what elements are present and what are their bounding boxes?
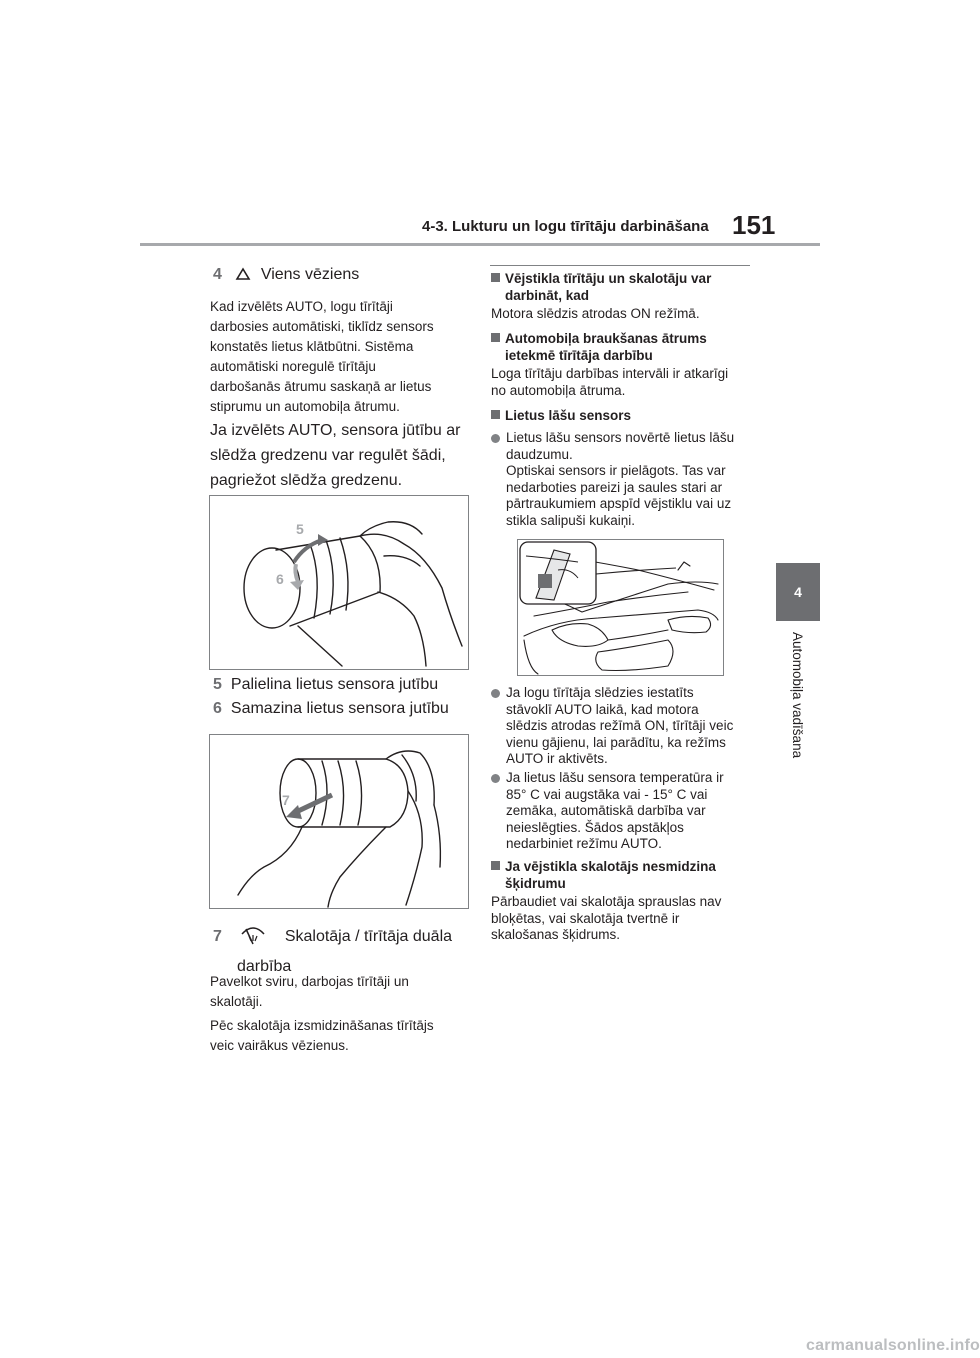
car-windshield-illustration <box>518 540 723 675</box>
square-bullet-icon <box>491 410 500 419</box>
callout-6: 6 <box>276 571 284 587</box>
paragraph-after-spray: Pēc skalotāja izsmidzināšanas tīrītājs veic vairākus vēzienus. <box>210 1018 434 1053</box>
round-bullet-icon <box>491 774 500 783</box>
column-rule <box>490 265 750 266</box>
heading-rain-sensor: Lietus lāšu sensors <box>491 407 631 424</box>
callout-7: 7 <box>282 792 290 808</box>
item-6: 6 Samazina lietus sensora jutību <box>213 700 449 717</box>
bullet-auto-activation: Ja logu tīrītāja slēdzies iestatīts stāvoklī AUTO laikā, kad motora slēdzis atrodas režīmā ON, tīrītāji veic vienu gājienu, lai parādītu, ka režīms AUTO ir aktivēts. <box>491 685 751 768</box>
stalk-pull-illustration <box>210 735 468 908</box>
text-engine-on: Motora slēdzis atrodas ON režīmā. <box>491 306 700 321</box>
paragraph-pull-lever: Pavelkot sviru, darbojas tīrītāji un skalotāji. <box>210 974 409 1009</box>
paragraph-auto-mode: Kad izvēlēts AUTO, logu tīrītāji darbosies automātiski, tiklīdz sensors konstatēs lietus klātbūtni. Sistēma automātiski noregulē tīrītāju darbošanās ātrumu saskaņā ar lietus stiprumu un automobiļa ātrumu. <box>210 299 434 414</box>
figure-sensor-location <box>517 539 724 676</box>
round-bullet-icon <box>491 434 500 443</box>
section-title: 4-3. Lukturu un logu tīrītāju darbināšana <box>422 218 709 235</box>
text-check-nozzles: Pārbaudiet vai skalotāja sprauslas nav bloķētas, vai skalotāja tvertnē ir skalošanas šķidrums. <box>491 894 722 942</box>
item-5: 5 Palielina lietus sensora jutību <box>213 676 439 693</box>
header-rule <box>140 243 820 246</box>
page-number: 151 <box>732 210 776 240</box>
bullet-temperature: Ja lietus lāšu sensora temperatūra ir 85° C vai augstāka vai - 15° C vai zemāka, automātiskā darbība var neieslēgties. Šādos apstākļos nedarbiniet režīmu AUTO. <box>491 770 751 853</box>
watermark: carmanualsonline.info <box>806 1337 980 1354</box>
figure-sensitivity-ring <box>209 495 469 670</box>
item-4: 4 Viens vēziens <box>213 266 360 283</box>
paragraph-sensitivity: Ja izvēlēts AUTO, sensora jūtību ar slēdža gredzenu var regulēt šādi, pagriežot slēdža gredzenu. <box>210 422 461 489</box>
round-bullet-icon <box>491 689 500 698</box>
square-bullet-icon <box>491 333 500 342</box>
heading-vehicle-speed: Automobiļa braukšanas ātrums ietekmē tīrītāja darbību <box>491 330 707 364</box>
square-bullet-icon <box>491 861 500 870</box>
stalk-ring-illustration <box>210 496 468 669</box>
single-wipe-icon <box>236 268 250 280</box>
square-bullet-icon <box>491 273 500 282</box>
heading-operating-conditions: Vējstikla tīrītāju un skalotāju var darbināt, kad <box>491 270 711 304</box>
heading-washer-no-spray: Ja vējstikla skalotājs nesmidzina šķidrumu <box>491 858 716 892</box>
text-speed-intervals: Loga tīrītāju darbības intervāli ir atkarīgi no automobiļa ātruma. <box>491 366 729 398</box>
figure-washer-pull <box>209 734 469 909</box>
chapter-label: Automobiļa vadīšana <box>790 632 805 759</box>
washer-wiper-icon <box>240 924 266 946</box>
chapter-tab[interactable]: 4 <box>776 563 820 621</box>
bullet-rain-sensor: Lietus lāšu sensors novērtē lietus lāšu daudzumu. Optiskai sensors ir pielāgots. Tas var nedarboties pareizi ja saules stari ar pārtraukumiem apspīd vējstiklu vai uz stikla salipuši kukaiņi. <box>491 430 751 529</box>
item-7: 7 Skalotāja / tīrītāja duāla darbība <box>213 922 452 982</box>
callout-5: 5 <box>296 521 304 537</box>
